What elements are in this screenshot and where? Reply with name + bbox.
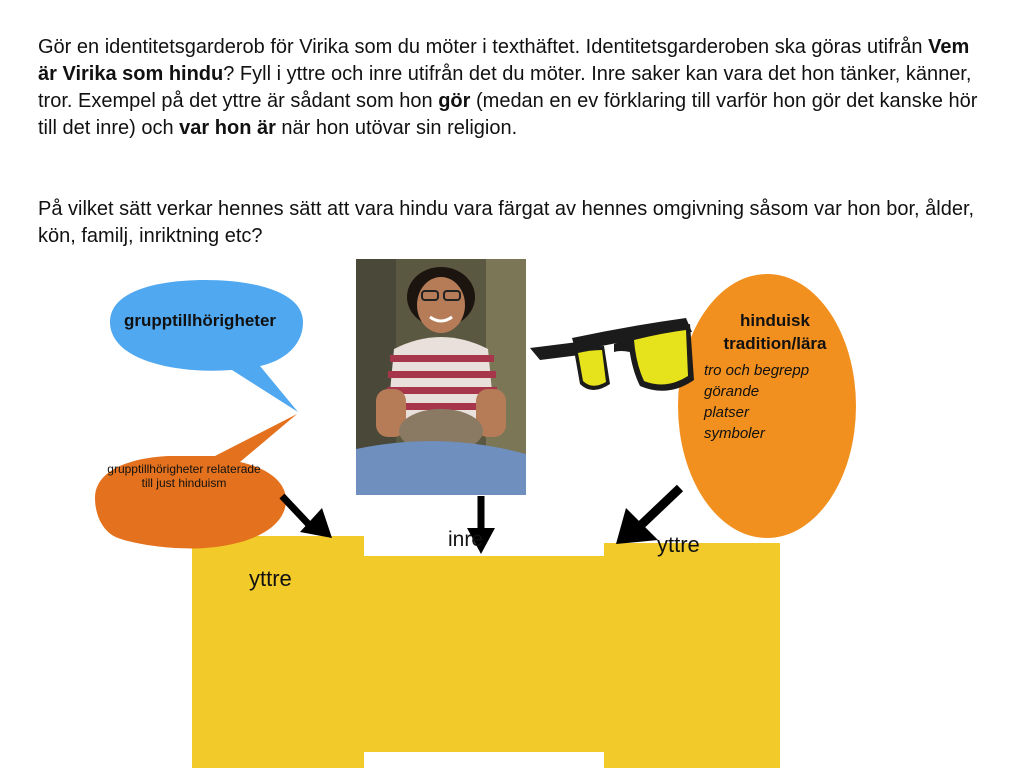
tradition-title: hinduisk tradition/lära [723, 311, 827, 353]
wardrobe-middle-label: inre [448, 528, 484, 551]
blue-speech-bubble [110, 280, 303, 412]
tradition-list-item: platser [704, 404, 750, 421]
arrow-icon-left [282, 496, 332, 538]
instruction-paragraph-2: På vilket sätt verkar hennes sätt att vara hindu vara färgat av hennes omgivning såsom var hon bor, ålder, kön, familj, inriktning etc? [38, 198, 975, 247]
sunglasses-icon [530, 318, 694, 391]
tradition-list-item: symboler [704, 425, 765, 442]
instruction-text-2: ? Fyll i yttre och inre utifrån det du möter. Inre saker kan vara det hon tänker, känner, tror. Exempel på det yttre är sådant som hon [38, 63, 972, 112]
blue-bubble-label: grupptillhörigheter [123, 311, 277, 330]
wardrobe-right-label: yttre [657, 532, 700, 557]
instruction-bold-3: var hon är [179, 117, 276, 139]
instruction-text-3: (medan en ev förklaring till varför hon gör det kanske hör till det inre) och [38, 90, 978, 139]
wardrobe-left-label: yttre [249, 566, 292, 591]
instruction-bold-2: gör [438, 90, 471, 112]
instruction-text-4: när hon utövar sin religion. [275, 117, 518, 139]
instruction-text-1: Gör en identitetsgarderob för Virika som du möter i texthäftet. Identitetsgarderoben ska göras utifrån [38, 36, 929, 58]
instruction-bold-1: Vem är Virika som hindu [38, 36, 970, 85]
tradition-list [704, 360, 854, 444]
tradition-list-item: tro och begrepp [704, 362, 810, 379]
orange-bubble-label: grupptillhörigheter relaterade till just hinduism [107, 462, 261, 490]
tradition-list-item: görande [704, 383, 760, 400]
